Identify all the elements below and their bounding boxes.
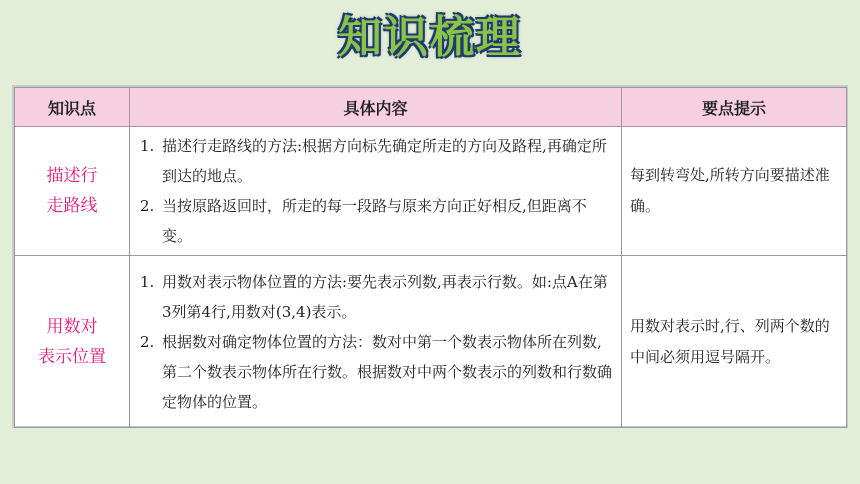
content-cell xyxy=(130,256,622,428)
item-text: 根据数对确定物体位置的方法：数对中第一个数表示物体所在列数,第二个数表示物体所在行数。根据数对中两个数表示的列数和行数确定物体的位置。 xyxy=(162,332,613,411)
table-row xyxy=(15,127,847,256)
item-number: 1. xyxy=(140,272,155,291)
list-item xyxy=(140,327,613,417)
table-row xyxy=(15,256,847,428)
table-header-row xyxy=(15,88,847,127)
list-item xyxy=(140,267,613,327)
header-content: 具体内容 xyxy=(130,88,622,127)
topic-line: 表示位置 xyxy=(38,346,106,367)
topic-cell xyxy=(15,256,130,428)
list-item xyxy=(140,191,613,251)
topic-line: 用数对 xyxy=(46,316,98,337)
header-tips: 要点提示 xyxy=(622,88,847,127)
item-number: 2. xyxy=(140,197,155,215)
content-cell xyxy=(130,127,622,256)
tip-cell: 每到转弯处,所转方向要描述准确。 xyxy=(622,127,847,256)
header-topic: 知识点 xyxy=(15,88,130,127)
topic-line: 描述行 xyxy=(46,166,98,186)
item-number: 1. xyxy=(140,137,155,155)
list-item xyxy=(140,131,613,191)
topic-cell xyxy=(15,127,130,256)
item-text: 当按原路返回时，所走的每一段路与原来方向正好相反,但距离不变。 xyxy=(162,197,587,245)
item-text: 用数对表示物体位置的方法:要先表示列数,再表示行数。如:点A在第3列第4行,用数对(3,4)表示。 xyxy=(162,272,608,321)
page-title: 知识梳理 xyxy=(338,12,522,63)
item-text: 描述行走路线的方法:根据方向标先确定所走的方向及路程,再确定所到达的地点。 xyxy=(162,137,607,185)
item-number: 2. xyxy=(140,332,155,351)
knowledge-table xyxy=(12,85,848,428)
tip-cell: 用数对表示时,行、列两个数的中间必须用逗号隔开。 xyxy=(622,256,847,428)
topic-line: 走路线 xyxy=(46,196,98,216)
